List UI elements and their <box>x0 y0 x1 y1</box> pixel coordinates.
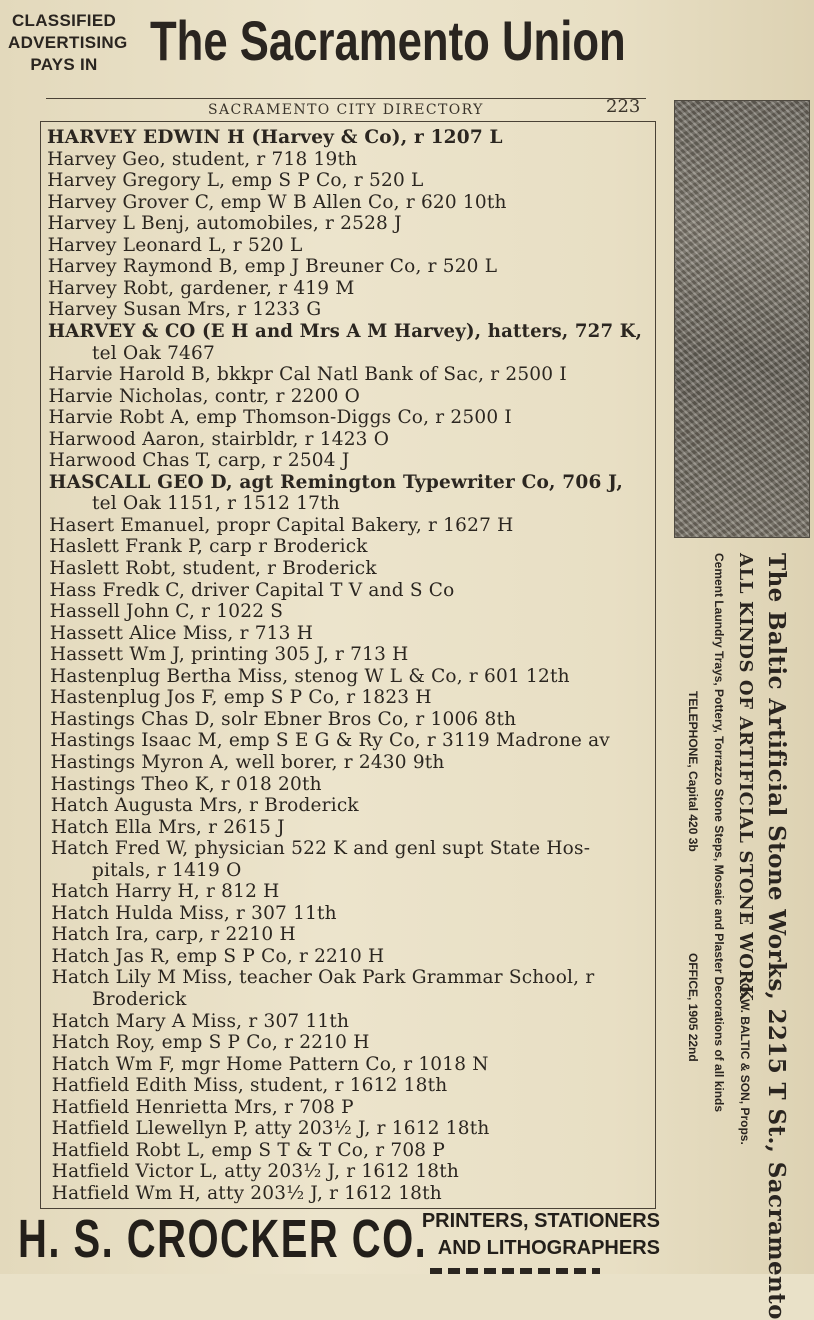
directory-entry: Harwood Aaron, stairbldr, r 1423 O <box>48 428 390 450</box>
directory-entry: tel Oak 1151, r 1512 17th <box>92 493 340 515</box>
directory-entry: Hatch Lily M Miss, teacher Oak Park Grammar School, r <box>51 967 595 989</box>
directory-entry: Hatfield Edith Miss, student, r 1612 18th <box>51 1075 448 1097</box>
footer-cut-off-text <box>430 1264 610 1274</box>
directory-entry: Hatch Augusta Mrs, r Broderick <box>50 795 359 817</box>
directory-entry: Hatch Hulda Miss, r 307 11th <box>51 902 337 924</box>
directory-entry: Haslett Robt, student, r Broderick <box>49 558 377 579</box>
side-ad-office: OFFICE, 1905 22nd <box>686 953 700 1062</box>
directory-entry: Harvey Grover C, emp W B Allen Co, r 620 10th <box>47 191 507 213</box>
directory-entry: Hatch Mary A Miss, r 307 11th <box>51 1010 350 1032</box>
directory-entry: Haslett Frank P, carp r Broderick <box>49 536 368 558</box>
running-head: SACRAMENTO CITY DIRECTORY <box>208 102 484 118</box>
page-number: 223 <box>606 96 641 117</box>
baltic-stone-works-ad <box>646 553 796 1320</box>
directory-entry: Broderick <box>92 989 187 1010</box>
directory-entry: Harvey Susan Mrs, r 1233 G <box>47 299 322 321</box>
directory-entry: Hatfield Henrietta Mrs, r 708 P <box>51 1096 354 1118</box>
footer-services-line-2: AND LITHOGRAPHERS <box>437 1237 660 1259</box>
directory-entry: Hastings Theo K, r 018 20th <box>50 773 322 795</box>
directory-entry: Hassett Alice Miss, r 713 H <box>49 622 314 644</box>
halftone-photo-panel <box>674 100 810 538</box>
directory-entry: Hassett Wm J, printing 305 J, r 713 H <box>49 644 409 666</box>
directory-entry: Harvey Raymond B, emp J Breuner Co, r 520 L <box>47 256 498 278</box>
directory-entry: Hatch Ira, carp, r 2210 H <box>51 924 296 946</box>
directory-entry: Hatfield Robt L, emp S T & T Co, r 708 P <box>51 1139 445 1161</box>
directory-entry: Hatch Wm F, mgr Home Pattern Co, r 1018 N <box>51 1053 489 1075</box>
left-ad-line-3: PAYS IN <box>30 55 98 74</box>
left-ad-line-1: CLASSIFIED <box>11 11 117 30</box>
directory-entry: HASCALL GEO D, agt Remington Typewriter Co, 706 J, <box>48 471 624 493</box>
directory-entry: Hastings Isaac M, emp S E G & Ry Co, r 3119 Madrone av <box>50 730 610 752</box>
footer-services-line-1: PRINTERS, STATIONERS <box>421 1210 660 1232</box>
directory-entry: Hatch Ella Mrs, r 2615 J <box>50 816 285 838</box>
directory-entry: Hatch Harry H, r 812 H <box>51 881 280 903</box>
directory-entry: Hassell John C, r 1022 S <box>49 601 284 623</box>
directory-entry: Hatch Roy, emp S P Co, r 2210 H <box>51 1032 370 1054</box>
directory-entry: Hastings Chas D, solr Ebner Bros Co, r 1006 8th <box>50 708 517 730</box>
directory-entry: Harvie Nicholas, contr, r 2200 O <box>48 385 361 407</box>
footer-company-name: H. S. CROCKER CO. <box>18 1209 428 1269</box>
left-ad-line-2: ADVERTISING <box>8 33 128 52</box>
directory-entry: Harvey Robt, gardener, r 419 M <box>47 277 355 299</box>
masthead-title: The Sacramento Union <box>150 9 626 72</box>
directory-entry: Harvey Geo, student, r 718 19th <box>47 148 358 170</box>
directory-entry: Hatfield Wm H, atty 203½ J, r 1612 18th <box>51 1182 442 1204</box>
directory-entry: HARVEY EDWIN H (Harvey & Co), r 1207 L <box>47 127 503 148</box>
directory-entry: Harvey L Benj, automobiles, r 2528 J <box>47 213 402 235</box>
header-rule <box>46 98 646 99</box>
directory-entry: Harvie Harold B, bkkpr Cal Natl Bank of Sac, r 2500 I <box>48 364 567 386</box>
directory-entry: Harvie Robt A, emp Thomson-Diggs Co, r 2500 I <box>48 407 512 429</box>
directory-entry: tel Oak 7467 <box>92 342 215 364</box>
directory-entry: Hatfield Llewellyn P, atty 203½ J, r 1612 18th <box>51 1118 490 1140</box>
directory-entry: Harwood Chas T, carp, r 2504 J <box>48 450 350 472</box>
side-ad-proprietors: G. W. BALTIC & SON, Props. <box>738 983 752 1145</box>
directory-entry: Hass Fredk C, driver Capital T V and S Co <box>49 579 455 601</box>
side-ad-telephone: TELEPHONE, Capital 420 3b <box>686 691 700 852</box>
directory-entry: Hastenplug Jos F, emp S P Co, r 1823 H <box>50 687 432 709</box>
directory-entry: Harvey Leonard L, r 520 L <box>47 234 303 256</box>
directory-entry: Hatch Fred W, physician 522 K and genl supt State Hos- <box>50 838 591 860</box>
directory-entry: Hatch Jas R, emp S P Co, r 2210 H <box>51 945 385 967</box>
directory-entry: pitals, r 1419 O <box>92 859 242 881</box>
directory-entry: Hatfield Victor L, atty 203½ J, r 1612 18th <box>51 1161 460 1183</box>
directory-entry: Hasert Emanuel, propr Capital Bakery, r 1627 H <box>49 514 514 536</box>
classified-advertising-ad <box>8 10 128 76</box>
side-ad-products: Cement Laundry Trays, Pottery, Torrazzo Stone Steps, Mosaic and Plaster Decorations of all kinds <box>712 553 726 1113</box>
footer-services <box>388 1208 660 1262</box>
side-ad-headline: The Baltic Artificial Stone Works, 2215 T St., Sacramento <box>763 553 790 1320</box>
directory-entry: Hastings Myron A, well borer, r 2430 9th <box>50 751 445 773</box>
side-ad-tagline: ALL KINDS OF ARTIFICIAL STONE WORK <box>735 553 756 1002</box>
directory-entry: Hastenplug Bertha Miss, stenog W L & Co, r 601 12th <box>50 665 570 687</box>
directory-entry: Harvey Gregory L, emp S P Co, r 520 L <box>47 170 424 192</box>
directory-entry: HARVEY & CO (E H and Mrs A M Harvey), hatters, 727 K, <box>48 320 643 342</box>
